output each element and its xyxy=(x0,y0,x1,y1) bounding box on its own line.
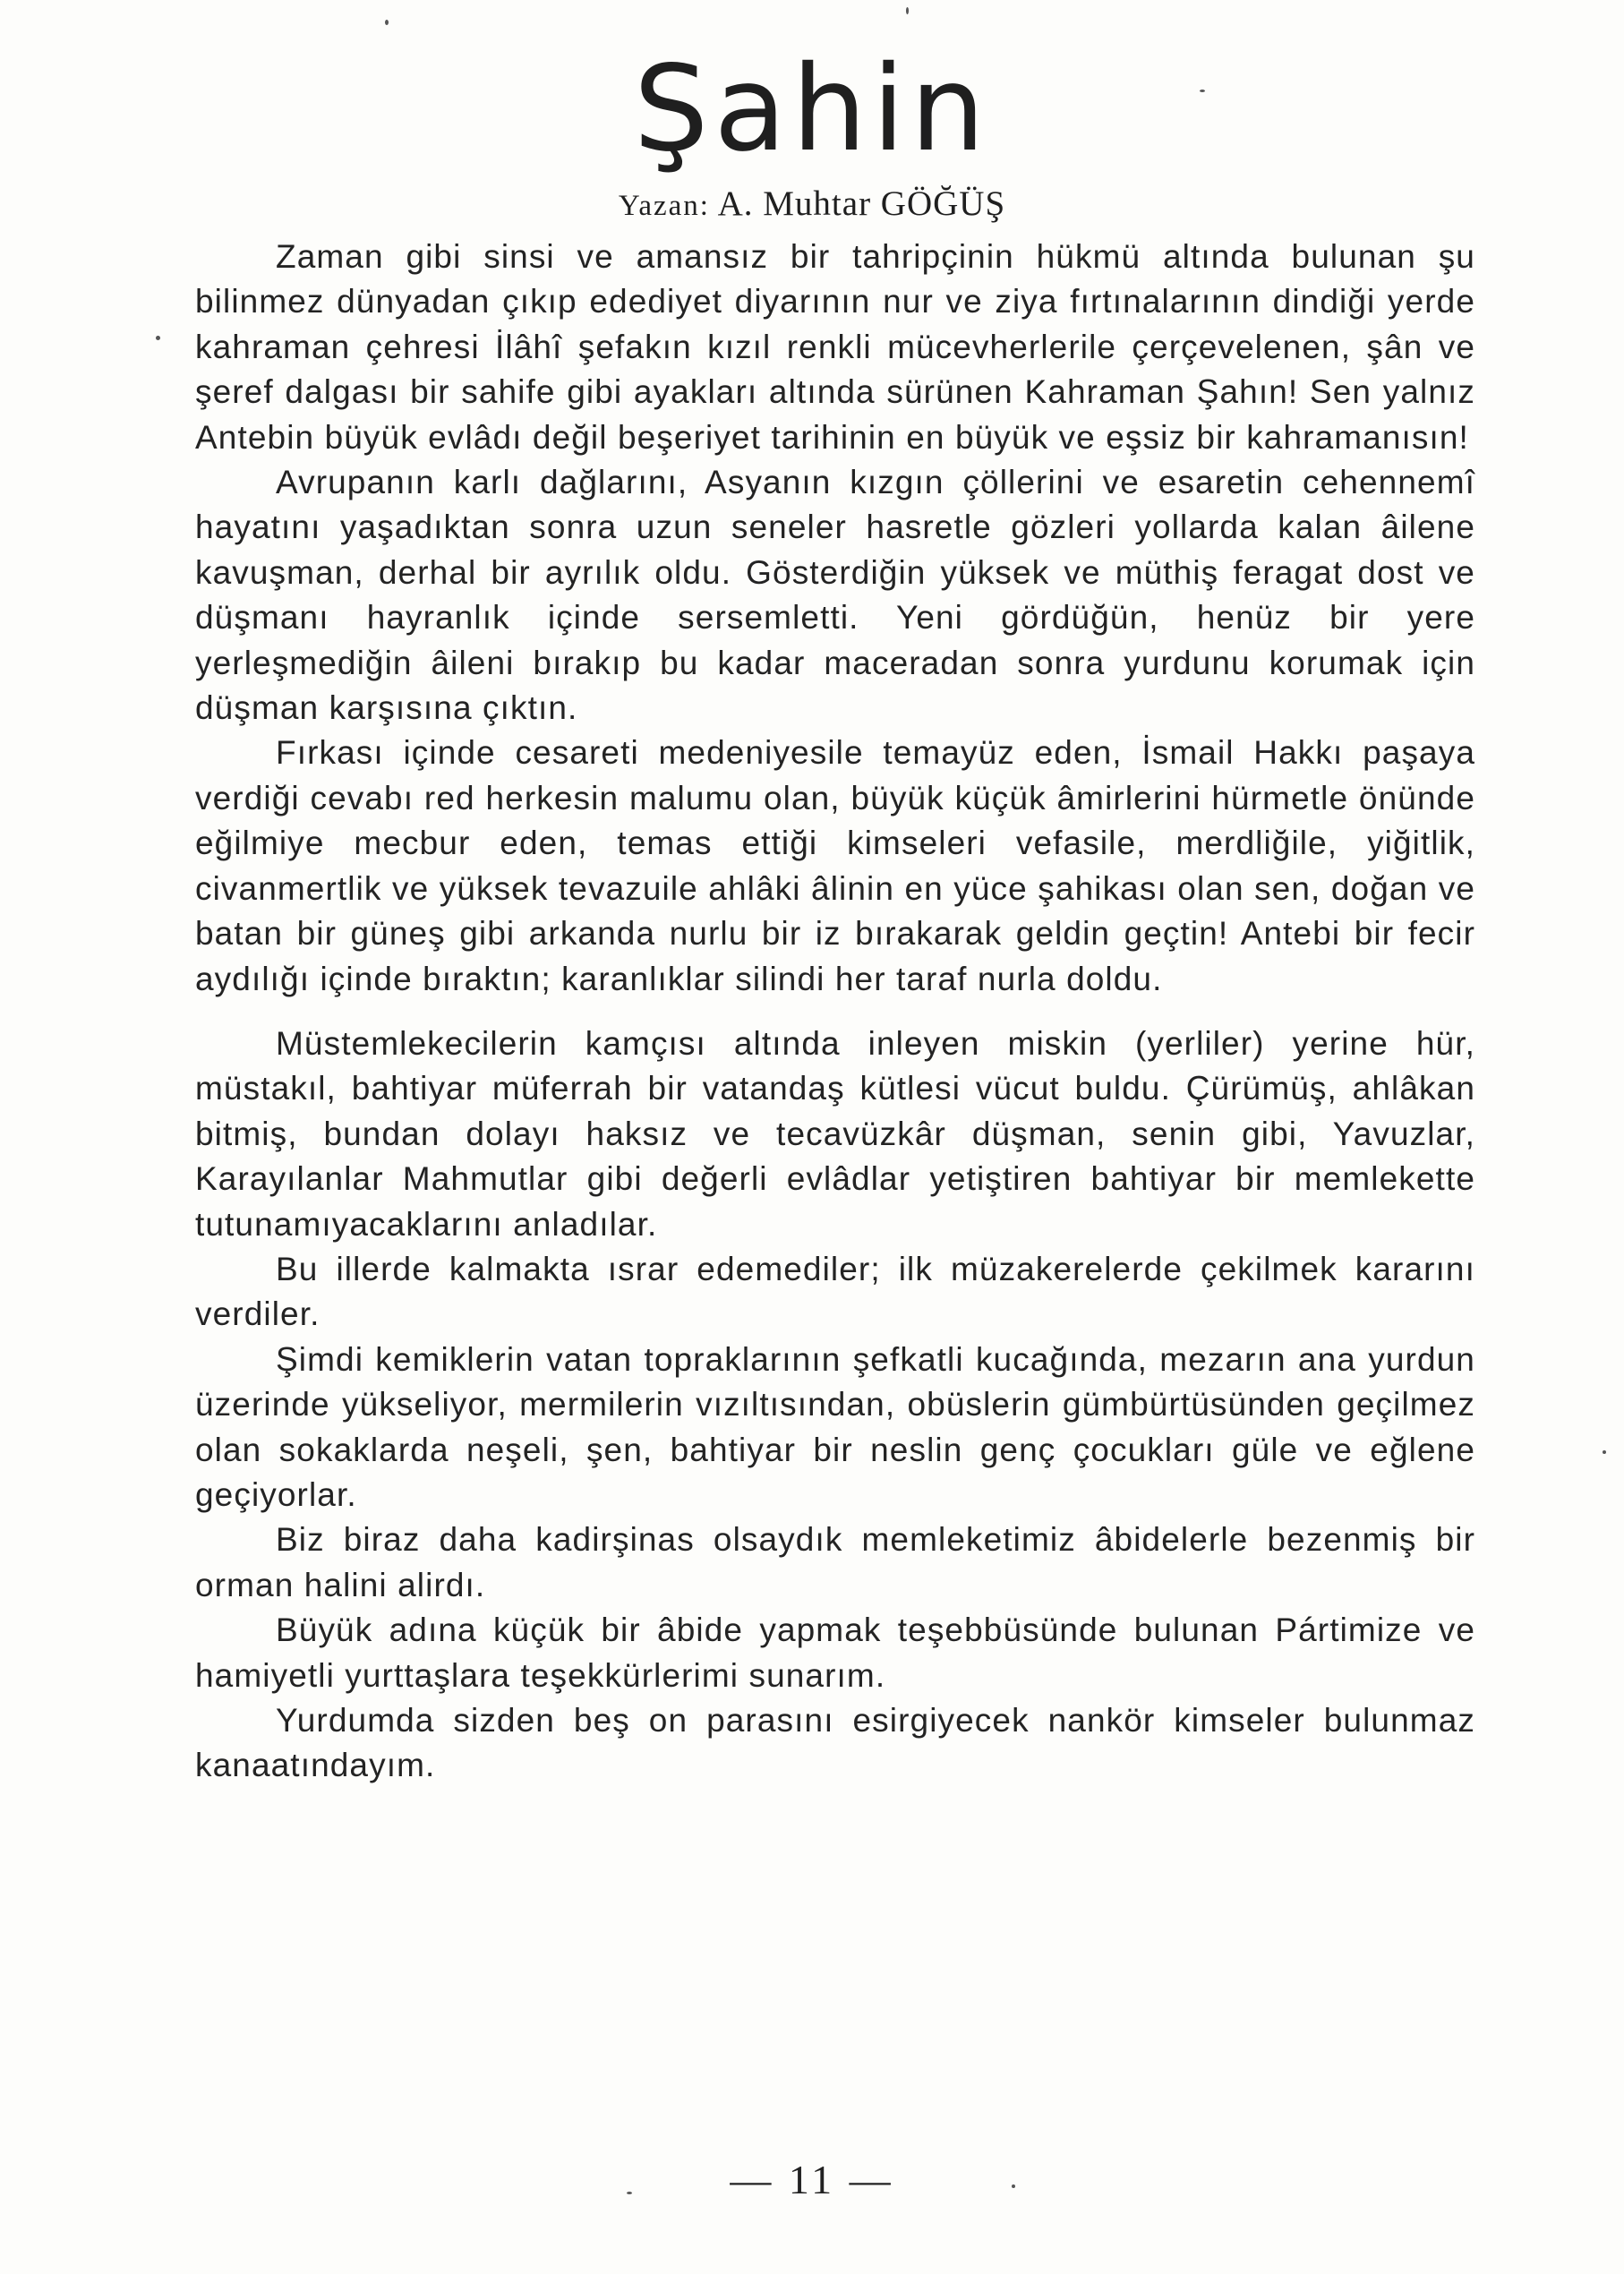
byline-prefix: Yazan: xyxy=(618,190,710,222)
scan-speck xyxy=(1012,2184,1015,2188)
scan-speck xyxy=(906,7,909,14)
scan-speck xyxy=(385,20,389,25)
article-title: Şahin xyxy=(633,40,991,178)
paragraph-2: Avrupanın karlı dağlarını, Asyanın kızgın çöllerini ve esaretin cehennemî hayatını yaşadıktan sonra uzun seneler hasretle gözleri yollarda kalan âilene kavuşman, derhal bir ayrılık oldu. Gösterdiğin yüksek ve müthiş feragat dost ve düşmanı hayranlık içinde sersemletti. Yeni gördüğün, henüz bir yere yerleşmediğin âileni bırakıp bu kadar maceradan sonra yurdunu korumak için düşman karşısına çıktın. xyxy=(195,464,1475,727)
paragraph-5: Bu illerde kalmakta ısrar edemediler; ilk müzakerelerde çekilmek kararını verdiler. xyxy=(195,1250,1475,1333)
paragraph-6: Şimdi kemiklerin vatan topraklarının şefkatli kucağında, mezarın ana yurdun üzerinde yükseliyor, mermilerin vızıltısından, obüslerin gümbürtüsünden geçilmez olan sokaklarda neşeli, şen, bahtiyar bir neslin genç çocukları güle ve eğlene geçiyorlar. xyxy=(195,1340,1475,1513)
paragraph-1: Zaman gibi sinsi ve amansız bir tahripçinin hükmü altında bulunan şu bilinmez dünyadan çıkıp edediyet diyarının nur ve ziya fırtınalarının dindiği yerde kahraman çehresi İlâhî şefakın kızıl renkli mücevherlerile çerçevelenen, şân ve şeref dalgası bir sahife gibi ayakları altında sürünen Kahraman Şahın! Sen yalnız Antebin büyük evlâdı değil beşeriyet tarihinin en büyük ve eşsiz bir kahramanısın! xyxy=(195,238,1475,456)
byline xyxy=(0,184,1624,224)
scan-speck xyxy=(627,2192,632,2194)
byline-author: A. Muhtar GÖĞÜŞ xyxy=(717,184,1006,223)
paragraph-3: Fırkası içinde cesareti medeniyesile temayüz eden, İsmail Hakkı paşaya verdiği cevabı red herkesin malumu olan, büyük küçük âmirlerini hürmetle önünde eğilmiye mecbur eden, temas ettiği kimseleri vefasile, merdliğile, yiğitlik, civanmertlik ve yüksek tevazuile ahlâki âlinin en yüce şahikası olan sen, doğan ve batan bir güneş gibi arkanda nurlu bir iz bırakarak geldin geçtin! Antebi bir fecir aydılığı içinde bıraktın; karanlıklar silindi her taraf nurla doldu. xyxy=(195,734,1475,997)
paragraph-9: Yurdumda sizden beş on parasını esirgiyecek nankör kimseler bulunmaz kanaatındayım. xyxy=(195,1702,1475,1784)
paragraph-8: Büyük adına küçük bir âbide yapmak teşebbüsünde bulunan Pártimize ve hamiyetli yurttaşlara teşekkürlerimi sunarım. xyxy=(195,1611,1475,1694)
page-number: — 11 — xyxy=(730,2157,894,2202)
article-body xyxy=(195,235,1475,1789)
scan-speck xyxy=(1200,90,1205,92)
scan-speck xyxy=(1603,1450,1606,1454)
scan-speck xyxy=(156,336,160,340)
paragraph-7: Biz biraz daha kadirşinas olsaydık memleketimiz âbidelerle bezenmiş bir orman halini alirdı. xyxy=(195,1521,1475,1603)
paragraph-4: Müstemlekecilerin kamçısı altında inleyen miskin (yerliler) yerine hür, müstakıl, bahtiyar müferrah bir vatandaş kütlesi vücut buldu. Çürümüş, ahlâkan bitmiş, bundan dolayı haksız ve tecavüzkâr düşman, senin gibi, Yavuzlar, Karayılanlar Mahmutlar gibi değerli evlâdlar yetiştiren bahtiyar bir memlekette tutunamıyacaklarını anladılar. xyxy=(195,1024,1475,1243)
